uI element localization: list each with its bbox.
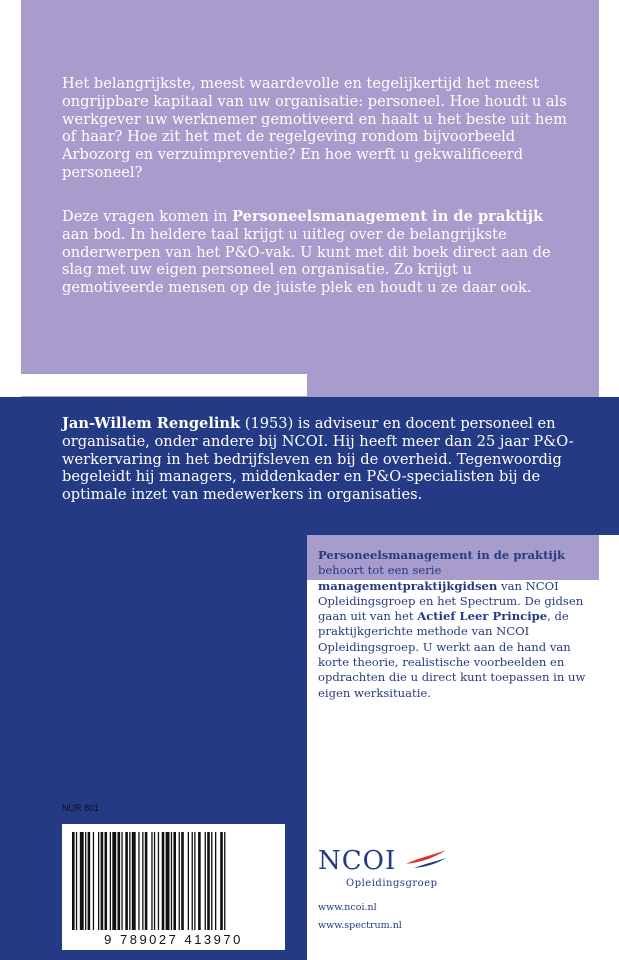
isbn-digits: 9 789027 413970 bbox=[104, 932, 243, 947]
series-name: managementpraktijkgidsen bbox=[318, 578, 498, 593]
ncoi-url[interactable]: www.ncoi.nl bbox=[318, 902, 377, 913]
spectrum-url[interactable]: www.spectrum.nl bbox=[318, 920, 402, 931]
intro-paragraph-2-lead: Deze vragen komen in bbox=[62, 208, 233, 225]
nur-code: NUR 801 bbox=[62, 803, 100, 813]
ncoi-logo bbox=[318, 846, 498, 894]
ncoi-logo-name: NCOI bbox=[318, 846, 397, 876]
isbn-barcode bbox=[62, 824, 285, 950]
series-text-1: behoort tot een serie bbox=[318, 563, 442, 578]
intro-paragraph-2 bbox=[62, 208, 572, 297]
series-text-2: van NCOI Opleidingsgroep en het Spectrum. De gidsen gaan uit van het bbox=[318, 578, 584, 624]
author-name: Jan-Willem Rengelink bbox=[62, 415, 241, 432]
series-book-title: Personeelsmanagement in de praktijk bbox=[318, 548, 566, 562]
swoosh-icon bbox=[404, 848, 448, 870]
white-divider-strip bbox=[21, 374, 307, 396]
series-info bbox=[318, 548, 586, 701]
book-title-inline: Personeelsmanagement in de praktijk bbox=[232, 208, 544, 225]
intro-paragraph-1-text: Het belangrijkste, meest waardevolle en tegelijkertijd het meest ongrijpbare kapitaal van uw organisatie: personeel. Hoe houdt u als werkgever uw werknemer gemotiveerd en haalt u het beste uit hem of haar? Hoe zit het met de regelgeving rondom bijvoorbeeld Arbozorg en verzuimpreventie? En hoe werft u gekwalificeerd personeel? bbox=[62, 75, 567, 181]
barcode-bars bbox=[72, 832, 275, 930]
series-text-3: , de praktijkgerichte methode van NCOI Opleidingsgroep. U werkt aan de hand van korte theorie, realistische voorbeelden en opdrachten die u direct kunt toepassen in uw eigen werksituatie. bbox=[318, 609, 586, 700]
ncoi-logo-subtitle: Opleidingsgroep bbox=[346, 878, 438, 889]
author-bio-text: (1953) is adviseur en docent personeel en organisatie, onder andere bij NCOI. Hij heeft meer dan 25 jaar P&O-werkervaring in het bedrijfsleven en bij de overheid. Tegenwoordig begeleidt hij managers, middenkader en P&O-specialisten bij de optimale inzet van medewerkers in organisaties. bbox=[62, 415, 574, 504]
intro-paragraph-1 bbox=[62, 75, 572, 182]
intro-paragraph-2-rest: aan bod. In heldere taal krijgt u uitleg over de belangrijkste onderwerpen van het P&O-vak. U kunt met dit boek direct aan de slag met uw eigen personeel en organisatie. Zo krijgt u gemotiveerde mensen op de juiste plek en houdt u ze daar ook. bbox=[62, 225, 551, 297]
author-bio bbox=[62, 415, 582, 504]
learning-principle: Actief Leer Principe bbox=[417, 609, 548, 624]
